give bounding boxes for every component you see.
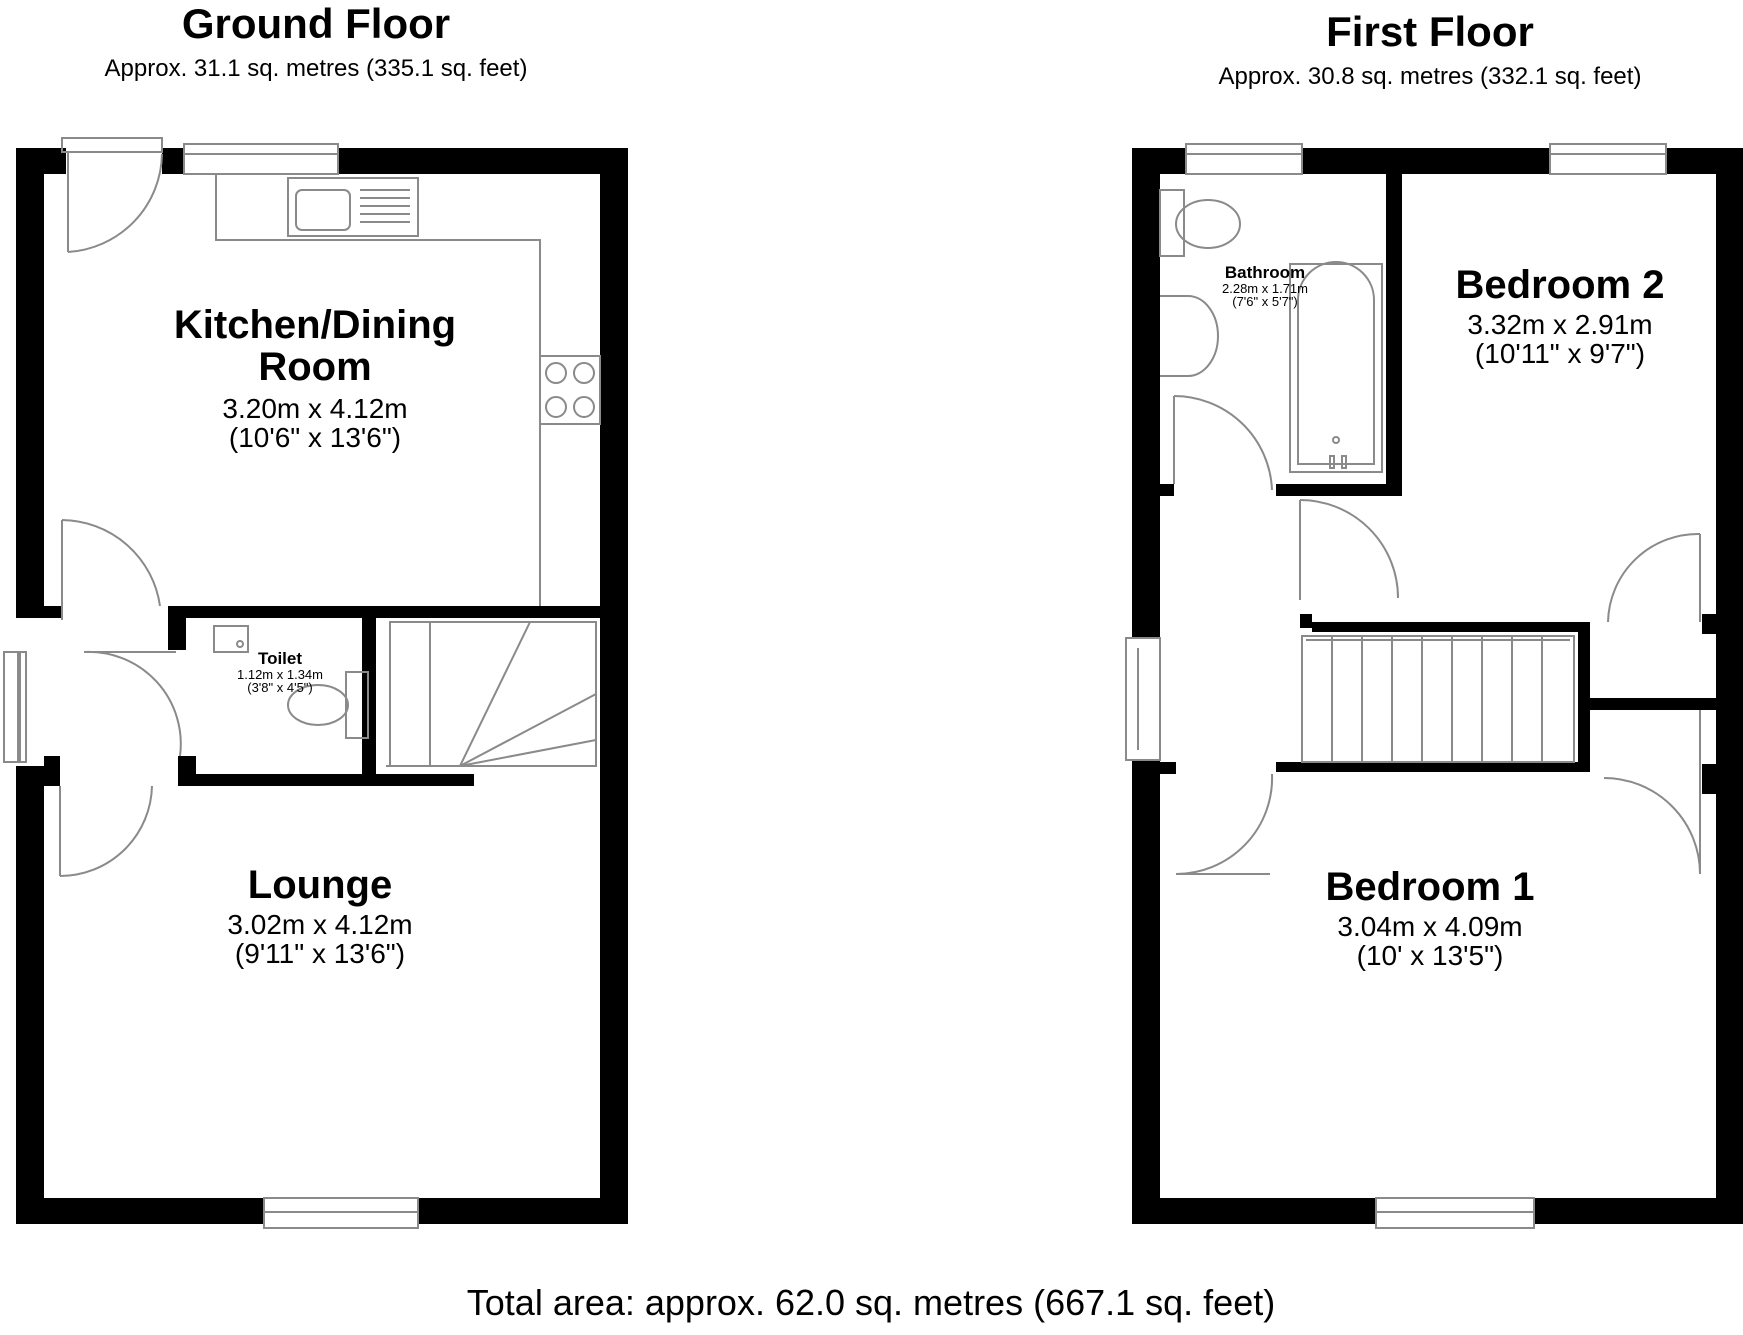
room-toilet	[200, 650, 360, 695]
total-area: Total area: approx. 62.0 sq. metres (667.1 sq. feet)	[466, 1282, 1276, 1323]
room-name: Bedroom 2	[1455, 263, 1665, 307]
room-lounge	[130, 864, 510, 969]
room-name: Kitchen/Dining Room	[173, 303, 457, 389]
room-dimensions-imperial: (10'11" x 9'7")	[1474, 338, 1646, 370]
room-dimensions-imperial: (10' x 13'5")	[1356, 940, 1504, 972]
room-dimensions-metric: 3.02m x 4.12m	[227, 909, 413, 940]
room-dimensions-imperial: (10'6" x 13'6")	[228, 422, 402, 454]
first-floor-stairs	[1302, 636, 1574, 762]
room-dimensions-imperial: (9'11" x 13'6")	[234, 938, 406, 970]
room-dimensions-metric: 3.04m x 4.09m	[1337, 911, 1523, 942]
first-floor-area: Approx. 30.8 sq. metres (332.1 sq. feet)	[1218, 63, 1642, 90]
room-name: Toilet	[257, 649, 303, 668]
room-dimensions-metric: 3.32m x 2.91m	[1467, 309, 1653, 340]
ground-floor-area: Approx. 31.1 sq. metres (335.1 sq. feet)	[104, 55, 528, 82]
room-bathroom	[1200, 264, 1330, 309]
room-dimensions-metric: 2.28m x 1.71m	[1222, 280, 1308, 296]
room-dimensions-metric: 3.20m x 4.12m	[222, 393, 408, 424]
room-bedroom-1	[1280, 866, 1580, 971]
room-bedroom-2	[1410, 264, 1710, 369]
ground-floor-title: Ground Floor	[181, 0, 451, 47]
ground-floor-stairs	[386, 622, 596, 766]
room-name: Bedroom 1	[1325, 865, 1535, 909]
room-dimensions-imperial: (7'6" x 5'7")	[1232, 294, 1298, 310]
room-name: Bathroom	[1224, 263, 1306, 282]
room-dimensions-metric: 1.12m x 1.34m	[237, 666, 323, 682]
first-floor-title: First Floor	[1326, 8, 1534, 55]
bathroom-fixtures	[1160, 190, 1382, 472]
room-kitchen-dining	[100, 304, 530, 453]
room-name: Lounge	[247, 863, 393, 907]
room-dimensions-imperial: (3'8" x 4'5")	[247, 680, 313, 696]
